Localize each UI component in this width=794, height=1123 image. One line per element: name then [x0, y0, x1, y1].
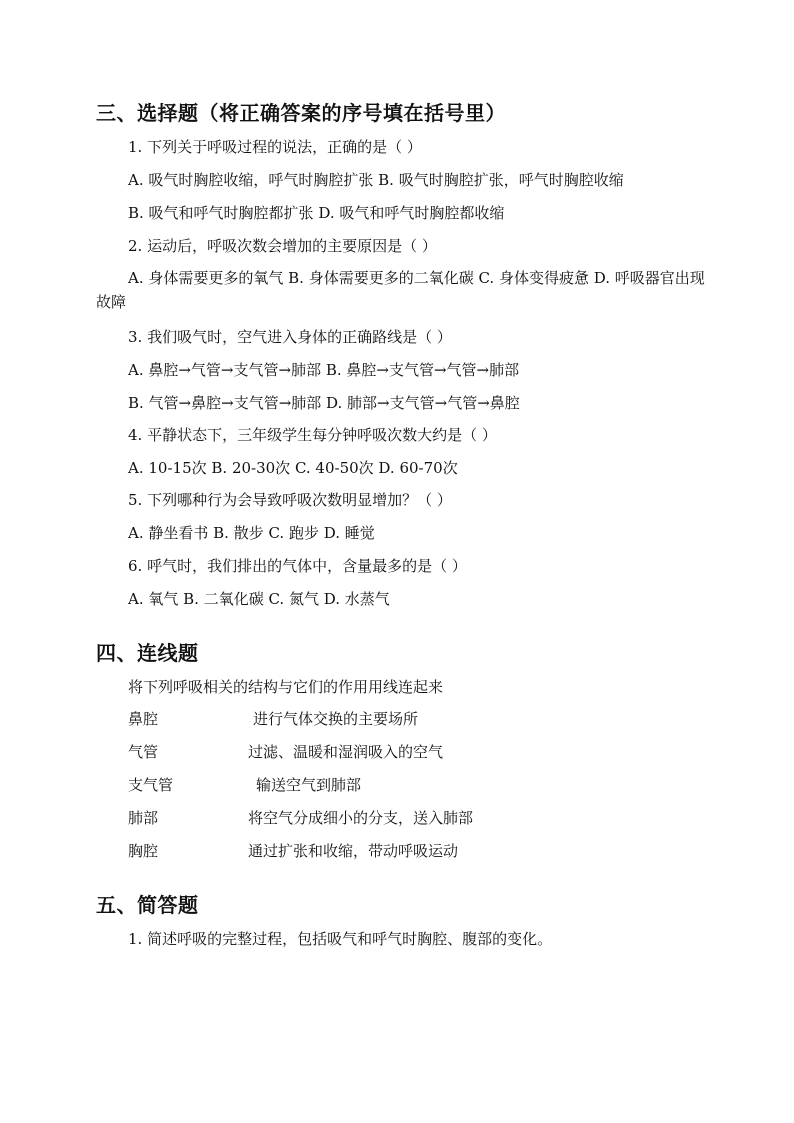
matching-term[interactable]: 气管: [128, 743, 159, 761]
matching-function[interactable]: 进行气体交换的主要场所: [253, 710, 419, 728]
section-heading-choice: 三、选择题（将正确答案的序号填在括号里）: [96, 101, 506, 125]
matching-function[interactable]: 通过扩张和收缩，带动呼吸运动: [248, 842, 459, 860]
question-1-options-line1: A. 吸气时胸腔收缩，呼气时胸腔扩张 B. 吸气时胸腔扩张，呼气时胸腔收缩: [128, 171, 624, 189]
short-answer-question-1: 1. 简述呼吸的完整过程，包括吸气和呼气时胸腔、腹部的变化。: [128, 930, 553, 948]
section-heading-short-answer: 五、简答题: [96, 893, 199, 917]
matching-function[interactable]: 输送空气到肺部: [256, 776, 362, 794]
matching-term[interactable]: 鼻腔: [128, 710, 159, 728]
question-2-stem: 2. 运动后，呼吸次数会增加的主要原因是（ ）: [128, 237, 437, 255]
question-4-options: A. 10-15次 B. 20-30次 C. 40-50次 D. 60-70次: [128, 459, 458, 477]
matching-instruction: 将下列呼吸相关的结构与它们的作用用线连起来: [128, 678, 444, 696]
matching-function[interactable]: 将空气分成细小的分支，送入肺部: [248, 809, 474, 827]
question-4-stem: 4. 平静状态下，三年级学生每分钟呼吸次数大约是（ ）: [128, 426, 497, 444]
question-3-options-line2: B. 气管→鼻腔→支气管→肺部 D. 肺部→支气管→气管→鼻腔: [128, 394, 520, 412]
question-2-options: A. 身体需要更多的氧气 B. 身体需要更多的二氧化碳 C. 身体变得疲惫 D. 呼吸器官出现故障: [96, 269, 705, 311]
matching-function[interactable]: 过滤、温暖和湿润吸入的空气: [248, 743, 444, 761]
question-1-options-line2: B. 吸气和呼气时胸腔都扩张 D. 吸气和呼气时胸腔都收缩: [128, 204, 505, 222]
question-3-stem: 3. 我们吸气时，空气进入身体的正确路线是（ ）: [128, 328, 452, 346]
question-5-stem: 5. 下列哪种行为会导致呼吸次数明显增加？（ ）: [128, 491, 452, 509]
matching-term[interactable]: 肺部: [128, 809, 159, 827]
question-6-options: A. 氧气 B. 二氧化碳 C. 氮气 D. 水蒸气: [128, 590, 390, 608]
section-heading-matching: 四、连线题: [96, 641, 199, 665]
question-1-stem: 1. 下列关于呼吸过程的说法，正确的是（ ）: [128, 138, 422, 156]
question-5-options: A. 静坐看书 B. 散步 C. 跑步 D. 睡觉: [128, 524, 375, 542]
question-6-stem: 6. 呼气时，我们排出的气体中，含量最多的是（ ）: [128, 557, 467, 575]
matching-term[interactable]: 支气管: [128, 776, 174, 794]
matching-term[interactable]: 胸腔: [128, 842, 159, 860]
question-3-options-line1: A. 鼻腔→气管→支气管→肺部 B. 鼻腔→支气管→气管→肺部: [128, 361, 520, 379]
